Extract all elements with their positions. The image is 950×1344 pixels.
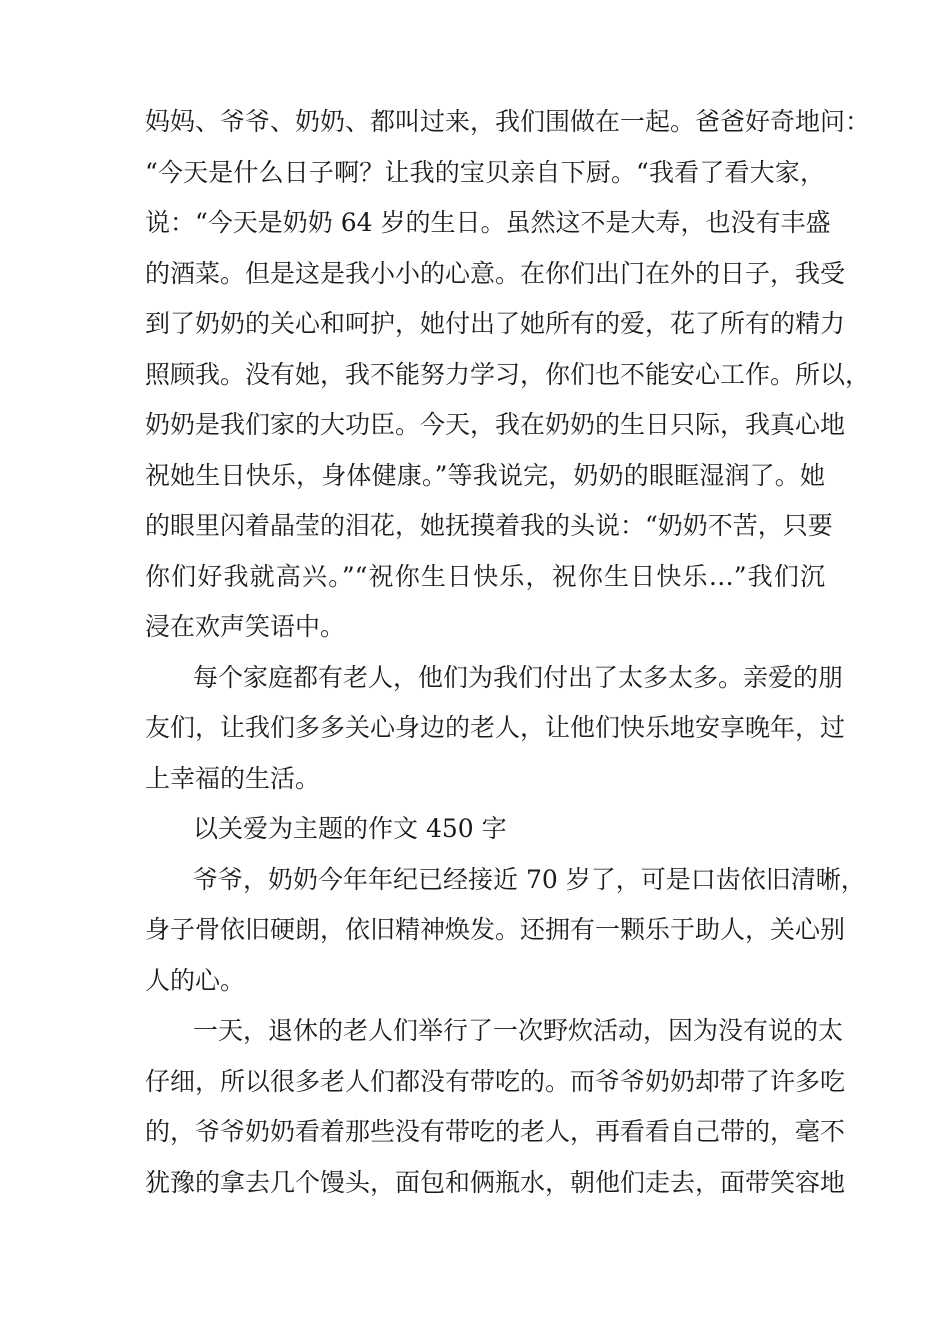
text-line: 仔细，所以很多老人们都没有带吃的。而爷爷奶奶却带了许多吃 [145,1066,846,1096]
text-line: 的，爷爷奶奶看着那些没有带吃的老人，再看看自己带的，毫不 [145,1117,846,1146]
text-line: 照顾我。没有她，我不能努力学习，你们也不能安心工作。所以， [145,359,871,389]
text-line: 妈妈、爷爷、奶奶、都叫过来，我们围做在一起。爸爸好奇地问： [145,107,871,136]
text-line: 的酒菜。但是这是我小小的心意。在你们出门在外的日子，我受 [145,258,846,288]
text-line: 每个家庭都有老人，他们为我们付出了太多太多。亲爱的朋 [193,662,844,692]
text-line: 奶奶是我们家的大功臣。今天，我在奶奶的生日只际，我真心地 [145,410,846,439]
text-line: 祝她生日快乐，身体健康。”等我说完，奶奶的眼眶湿润了。她 [145,460,825,490]
section-heading: 以关爱为主题的作文 450 字 [193,814,507,843]
text-line: 到了奶奶的关心和呵护，她付出了她所有的爱，花了所有的精力 [145,309,846,338]
text-line: 爷爷，奶奶今年年纪已经接近 70 岁了，可是口齿依旧清晰， [193,864,866,894]
essay-text [145,97,871,1208]
text-line: 友们，让我们多多关心身边的老人，让他们快乐地安享晚年，过 [145,713,846,742]
text-line: 说：“今天是奶奶 64 岁的生日。虽然这不是大寿，也没有丰盛 [145,208,831,237]
text-line: 的眼里闪着晶莹的泪花，她抚摸着我的头说：“奶奶不苦，只要 [145,511,833,540]
text-line: 上幸福的生活。 [145,763,321,793]
text-line: 你们好我就高兴。”“祝你生日快乐，祝你生日快乐…”我们沉 [145,561,825,591]
text-line: 犹豫的拿去几个馒头，面包和俩瓶水，朝他们走去，面带笑容地 [145,1167,846,1197]
text-line: 一天，退休的老人们举行了一次野炊活动，因为没有说的太 [193,1016,844,1045]
text-line: 浸在欢声笑语中。 [145,612,346,641]
text-line: 身子骨依旧硬朗，依旧精神焕发。还拥有一颗乐于助人，关心别 [145,915,846,944]
text-line: 人的心。 [145,965,246,995]
text-line: “今天是什么日子啊？让我的宝贝亲自下厨。“我看了看大家， [145,157,825,187]
